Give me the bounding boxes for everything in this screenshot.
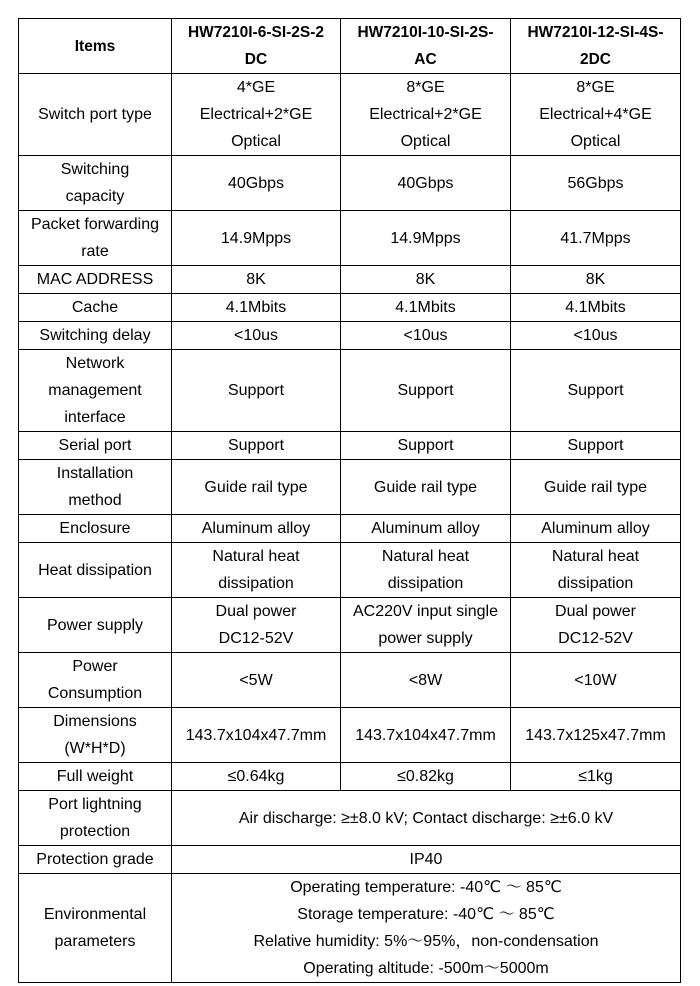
value-cell-model-2 [341,294,511,322]
value-line: 8*GE [576,79,615,96]
value-line: DC12-52V [558,630,633,647]
row-label-line: Network [65,355,125,372]
value-line: Guide rail type [204,478,308,496]
row-label-line: Heat dissipation [38,561,152,579]
header-model-3-line: HW7210I-12-SI-4S- [527,24,664,41]
value-line: ≤1kg [578,768,613,785]
row-label [19,460,172,515]
table-row [19,653,681,708]
value-line: Optical [570,133,621,150]
value-line: Electrical+2*GE [369,106,482,123]
row-label [19,515,172,543]
value-line: Electrical+4*GE [539,106,652,123]
value-line: Support [567,382,624,399]
row-label [19,156,172,211]
value-line: Electrical+2*GE [199,106,313,123]
row-label [19,350,172,432]
value-line: 40Gbps [397,174,454,192]
value-cell-model-2 [341,515,511,543]
row-label [19,211,172,266]
value-line: Aluminum alloy [541,520,650,537]
value-line: Guide rail type [543,478,648,496]
value-cell-model-3 [511,350,681,432]
row-label-line: rate [81,243,109,260]
value-line: <5W [239,671,273,689]
value-cell-model-1 [172,515,341,543]
row-label [19,763,172,791]
value-line: 4.1Mbits [225,299,287,316]
value-line: Dual power [555,603,636,620]
value-cell-model-2 [341,653,511,708]
table-row [19,294,681,322]
merged-value-line: Operating altitude: -500m～5000m [303,960,549,977]
value-cell-model-3 [511,708,681,763]
value-line: 8K [585,271,606,288]
header-model-1 [172,19,341,74]
value-cell-model-1 [172,432,341,460]
value-line: Dual power [215,603,297,620]
header-model-1-line: DC [244,51,268,68]
row-label-line: Environmental [43,906,147,923]
spec-table [18,18,681,983]
table-row [19,543,681,598]
table-row [19,266,681,294]
header-model-2-line: HW7210I-10-SI-2S- [357,24,494,41]
value-cell-model-2 [341,432,511,460]
value-cell-model-3 [511,432,681,460]
value-cell-model-2 [341,543,511,598]
merged-value-cell [172,846,681,874]
value-line: Natural heat [212,548,300,565]
value-cell-model-2 [341,266,511,294]
table-row [19,598,681,653]
value-line: 40Gbps [227,174,285,192]
value-cell-model-1 [172,460,341,515]
row-label-line: (W*H*D) [64,740,126,757]
table-row [19,156,681,211]
row-label [19,294,172,322]
merged-value-line: Relative humidity: 5%～95%，non-condensation [253,933,599,950]
value-cell-model-1 [172,350,341,432]
table-row [19,874,681,983]
value-cell-model-1 [172,322,341,350]
table-header [19,19,681,74]
header-row [19,19,681,74]
row-label [19,74,172,156]
value-cell-model-1 [172,74,341,156]
value-line: dissipation [387,575,464,592]
value-cell-model-1 [172,598,341,653]
value-cell-model-2 [341,322,511,350]
value-line: Support [227,437,285,454]
row-label [19,653,172,708]
row-label-line: MAC ADDRESS [36,271,154,288]
table-row [19,763,681,791]
value-line: dissipation [218,575,294,592]
table-row [19,322,681,350]
value-line: 4*GE [236,79,276,96]
table-row [19,708,681,763]
header-model-2 [341,19,511,74]
value-line: 4.1Mbits [395,299,456,316]
value-line: 8K [246,271,266,288]
value-cell-model-1 [172,266,341,294]
value-cell-model-1 [172,653,341,708]
row-label-line: Switching delay [39,327,151,344]
table-row [19,350,681,432]
value-cell-model-3 [511,156,681,211]
value-line: <10W [574,671,617,689]
value-line: <10us [573,327,618,344]
table-row [19,211,681,266]
value-line: 14.9Mpps [390,229,461,247]
value-line: 143.7x104x47.7mm [355,726,496,744]
value-line: AC220V input single [353,603,498,620]
table-row [19,432,681,460]
merged-value-line: Air discharge: ≥±8.0 kV; Contact discharge: ≥±6.0 kV [238,809,614,827]
value-cell-model-1 [172,156,341,211]
header-model-3 [511,19,681,74]
value-line: Support [397,382,454,399]
row-label [19,322,172,350]
value-cell-model-2 [341,350,511,432]
row-label-line: Serial port [58,437,132,454]
row-label-line: Switching [60,161,130,178]
value-line: 143.7x125x47.7mm [525,726,666,744]
merged-value-cell [172,791,681,846]
value-line: 41.7Mpps [560,229,631,247]
value-line: <10us [403,327,448,344]
value-cell-model-1 [172,763,341,791]
value-line: 14.9Mpps [220,229,292,247]
value-line: Guide rail type [373,478,478,496]
value-line: 4.1Mbits [565,299,626,316]
table-row [19,791,681,846]
row-label [19,543,172,598]
row-label [19,874,172,983]
value-cell-model-3 [511,266,681,294]
value-line: Aluminum alloy [201,520,311,537]
value-cell-model-3 [511,543,681,598]
row-label-line: Installation [56,465,134,482]
row-label-line: protection [59,823,131,840]
value-cell-model-3 [511,763,681,791]
value-cell-model-2 [341,708,511,763]
row-label-line: Power supply [46,616,144,634]
value-cell-model-3 [511,515,681,543]
value-cell-model-2 [341,211,511,266]
value-line: 8K [415,271,436,288]
row-label-line: management [48,382,142,399]
value-line: 56Gbps [567,174,624,192]
value-line: Natural heat [381,548,470,565]
merged-value-cell [172,874,681,983]
row-label [19,266,172,294]
row-label [19,846,172,874]
value-cell-model-1 [172,708,341,763]
merged-value-line: Operating temperature: -40℃ ～ 85℃ [290,879,562,896]
row-label [19,432,172,460]
row-label [19,598,172,653]
row-label-line: Protection grade [36,851,154,868]
header-model-2-line: AC [414,51,437,68]
row-label-line: capacity [65,188,125,205]
row-label-line: Port lightning [48,796,142,813]
value-line: 8*GE [406,79,445,96]
value-cell-model-2 [341,598,511,653]
value-cell-model-3 [511,460,681,515]
row-label [19,791,172,846]
value-cell-model-3 [511,322,681,350]
value-cell-model-3 [511,653,681,708]
value-line: ≤0.64kg [227,768,285,785]
merged-value-line: IP40 [409,851,443,868]
value-cell-model-2 [341,156,511,211]
value-line: Optical [231,133,281,150]
value-line: <10us [233,327,279,344]
row-label-line: parameters [54,933,136,950]
value-line: Natural heat [551,548,640,565]
row-label-line: interface [64,409,126,426]
value-line: Support [567,437,624,454]
value-cell-model-2 [341,763,511,791]
value-line: Optical [400,133,451,150]
value-cell-model-3 [511,294,681,322]
value-line: ≤0.82kg [397,768,454,785]
value-cell-model-1 [172,211,341,266]
table-body [19,74,681,983]
value-line: Aluminum alloy [371,520,480,537]
header-items: Items [19,19,172,74]
row-label-line: Packet forwarding [30,216,160,233]
row-label-line: Enclosure [59,520,131,537]
value-line: dissipation [557,575,634,592]
value-line: 143.7x104x47.7mm [185,726,327,744]
table-row [19,74,681,156]
value-line: power supply [378,630,473,647]
value-cell-model-3 [511,598,681,653]
value-line: Support [397,437,454,454]
table-row [19,460,681,515]
table-row [19,515,681,543]
row-label-line: method [68,492,122,509]
row-label-line: Power [72,658,118,675]
row-label-line: Cache [71,299,119,316]
row-label-line: Full weight [56,768,134,785]
table-row [19,846,681,874]
row-label-line: Switch port type [38,106,152,123]
merged-value-line: Storage temperature: -40℃ ～ 85℃ [297,906,555,923]
value-cell-model-3 [511,211,681,266]
header-model-1-line: HW7210I-6-SI-2S-2 [187,24,325,41]
value-cell-model-1 [172,543,341,598]
row-label [19,708,172,763]
value-line: <8W [408,671,443,689]
value-line: DC12-52V [218,630,294,647]
value-cell-model-3 [511,74,681,156]
header-model-3-line: 2DC [579,51,611,68]
value-cell-model-2 [341,74,511,156]
row-label-line: Dimensions [53,713,137,730]
value-cell-model-1 [172,294,341,322]
row-label-line: Consumption [47,685,143,702]
value-cell-model-2 [341,460,511,515]
value-line: Support [227,382,285,399]
